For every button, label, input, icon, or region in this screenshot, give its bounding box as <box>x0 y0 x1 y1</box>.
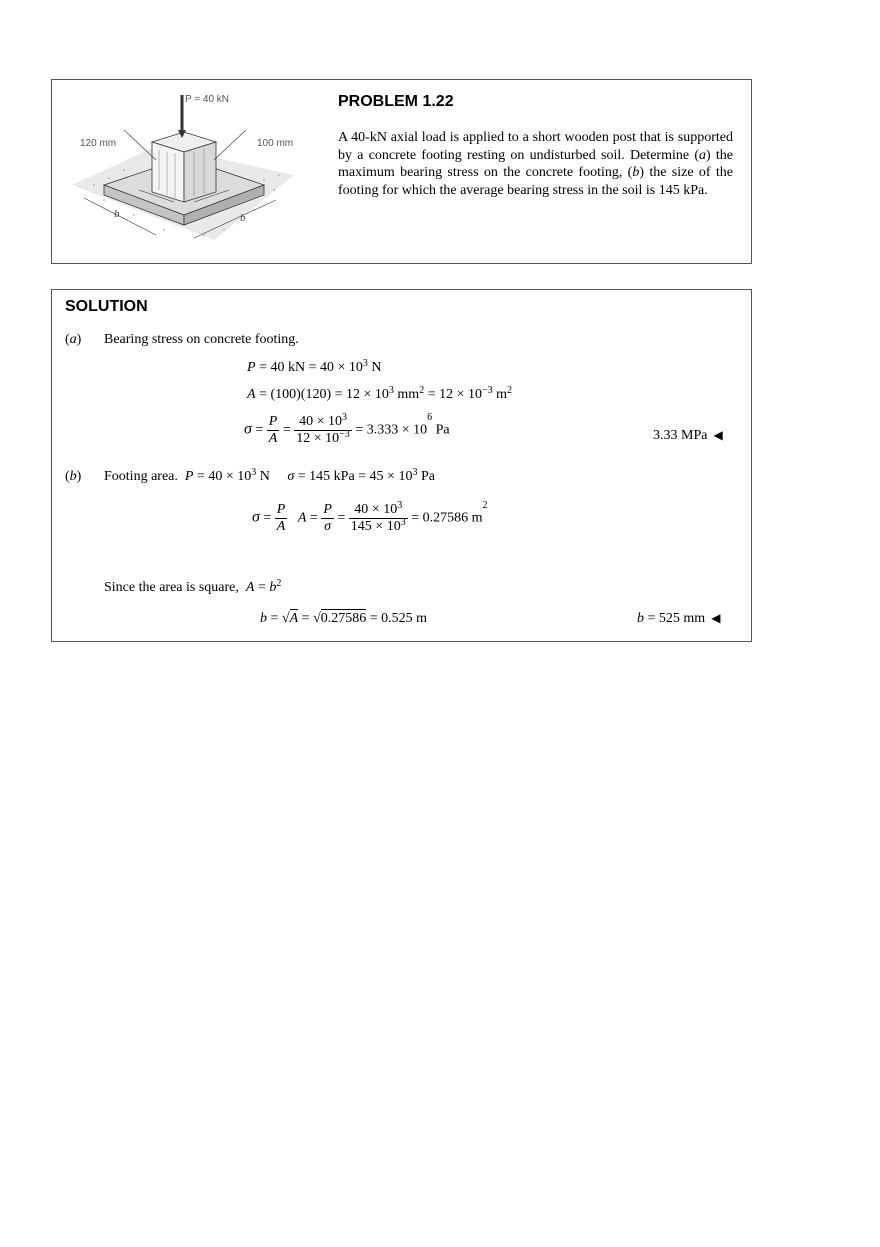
answer-a: 3.33 MPa ◀ <box>653 428 723 443</box>
side-label-b-left: b <box>114 208 120 220</box>
eq-a3: σ = $\frac{P}{A}$ = $\frac{40 \times 10^3}{12 \times 10^{-3}}$ = $3.333 \times 10^6$ Pa <box>244 412 450 446</box>
part-b-heading: Footing area. $P = 40 \times 10^3$ N σ = 145 kPa = $45 \times 10^3$ Pa <box>104 467 435 484</box>
eq-a1: P = 40 kN = $40 \times 10^3$ N <box>247 358 382 375</box>
dim-right-label: 100 mm <box>257 138 294 149</box>
part-a-heading: Bearing stress on concrete footing. <box>104 332 299 347</box>
eq-b-final: b = √A = √0.27586 = 0.525 m <box>260 611 428 626</box>
part-a-label: (a) <box>65 332 82 347</box>
side-label-b-right: b <box>240 212 246 224</box>
answer-b: b = 525 mm ◀ <box>637 611 721 626</box>
problem-title: PROBLEM 1.22 <box>338 93 454 110</box>
problem-statement: A 40-kN axial load is applied to a short wooden post that is supported by a concrete footing resting on undisturbed soil. Determine (a) the maximum bearing stress on the concrete footing, (b) the size of the footing for which the average bearing stress in the soil is 145 kPa. <box>338 130 733 198</box>
solution-title: SOLUTION <box>65 298 148 315</box>
part-b-label: (b) <box>65 469 82 484</box>
eq-b1: σ = $\frac{P}{A}$ A = $\frac{P}{\sigma}$ = $\frac{40 \times 10^3}{145 \times 10^3}$ = 0.27586 $m^2$ <box>252 500 488 534</box>
footing-figure <box>64 90 304 250</box>
answer-marker-icon: ◀ <box>713 428 723 442</box>
square-statement: Since the area is square, $A = b^2$ <box>104 578 282 595</box>
solution-box <box>51 289 752 642</box>
dim-left-label: 120 mm <box>80 138 117 149</box>
eq-a2: $A = (100)(120) = 12 \times 10^3$ $mm^2 = 12 \times 10^{-3}$ $m^2$ <box>247 385 513 402</box>
problem-box <box>51 79 752 264</box>
answer-marker-icon: ◀ <box>711 611 721 625</box>
load-label: P = 40 kN <box>185 94 230 105</box>
